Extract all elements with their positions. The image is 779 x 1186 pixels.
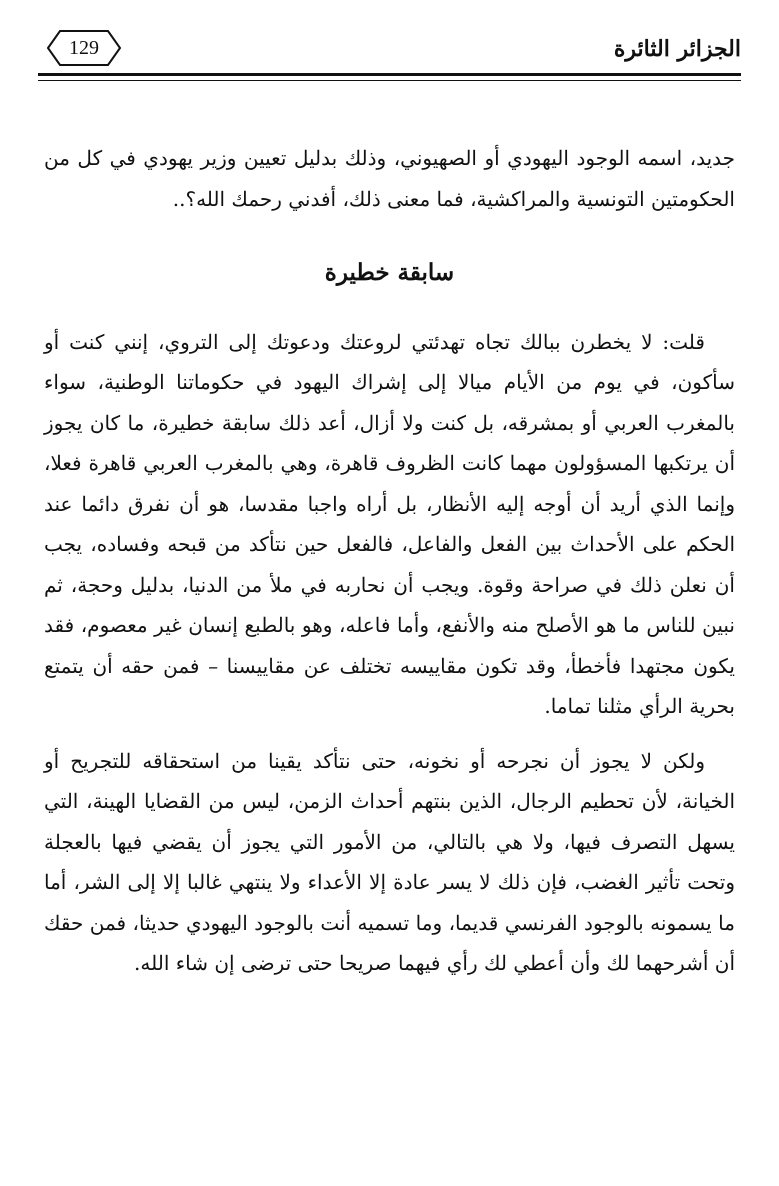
page-number-badge: [38, 28, 130, 68]
section-heading: سابقة خطيرة: [324, 259, 455, 286]
header-rule-thick: [38, 73, 741, 76]
intro-paragraph: جديد، اسمه الوجود اليهودي أو الصهيوني، وذلك بدليل تعيين وزير يهودي في كل من الحكومتين التونسية والمراكشية، فما معنى ذلك، أفدني رحمك الله؟..: [44, 146, 735, 211]
page-number: 129: [69, 37, 99, 59]
page-body: [44, 138, 735, 984]
paragraph-1: قلت: لا يخطرن ببالك تجاه تهدئتي لروعتك ودعوتك إلى التروي، إنني كنت أو سأكون، في يوم من الأيام ميالا إلى إشراك اليهود في حكوماتنا الوطنية، سواء بالمغرب العربي أو بمشرقه، بل كنت ولا أزال، أعد ذلك سابقة خطيرة، ما كان يجوز أن يرتكبها المسؤولون مهما كانت الظروف قاهرة، وهي بالمغرب العربي قاهرة فعلا، وإنما الذي أريد أن أوجه إليه الأنظار، بل أراه واجبا مقدسا، هو أن نفرق دائما عند الحكم على الأحداث بين الفعل والفاعل، فالفعل حين نتأكد من قبحه وفساده، يجب أن نعلن ذلك في صراحة وقوة. ويجب أن نحاربه في ملأ من الدنيا، بدليل وحجة، ثم نبين للناس ما هو الأصلح منه والأنفع، وأما فاعله، وهو بالطبع إنسان غير معصوم، فقد يكون مجتهدا فأخطأ، وقد تكون مقاييسه تختلف عن مقاييسنا – فمن حقه أن يتمتع بحرية الرأي مثلنا تماما.: [44, 329, 735, 718]
paragraph-2: ولكن لا يجوز أن نجرحه أو نخونه، حتى نتأكد يقينا من استحقاقه للتجريح أو الخيانة، لأن تحطيم الرجال، الذين بنتهم أحداث الزمن، ليس من القضايا الهينة، التي يسهل التصرف فيها، ولا هي بالتالي، من الأمور التي يجوز أن يقضي فيها بالعجلة وتحت تأثير الغضب، فإن ذلك لا يسر عادة إلا الأعداء ولا ينتهي غالبا إلا إلى الشر، أما ما يسمونه بالوجود الفرنسي قديما، وما تسميه أنت بالوجود اليهودي حديثا، فمن حقك أن أشرحهما لك وأن أعطي لك رأي فيهما صريحا حتى ترضى إن شاء الله.: [44, 748, 735, 975]
header-rule-thin: [38, 80, 741, 81]
running-title: الجزائر الثائرة: [613, 36, 741, 62]
page-header: [38, 26, 741, 84]
